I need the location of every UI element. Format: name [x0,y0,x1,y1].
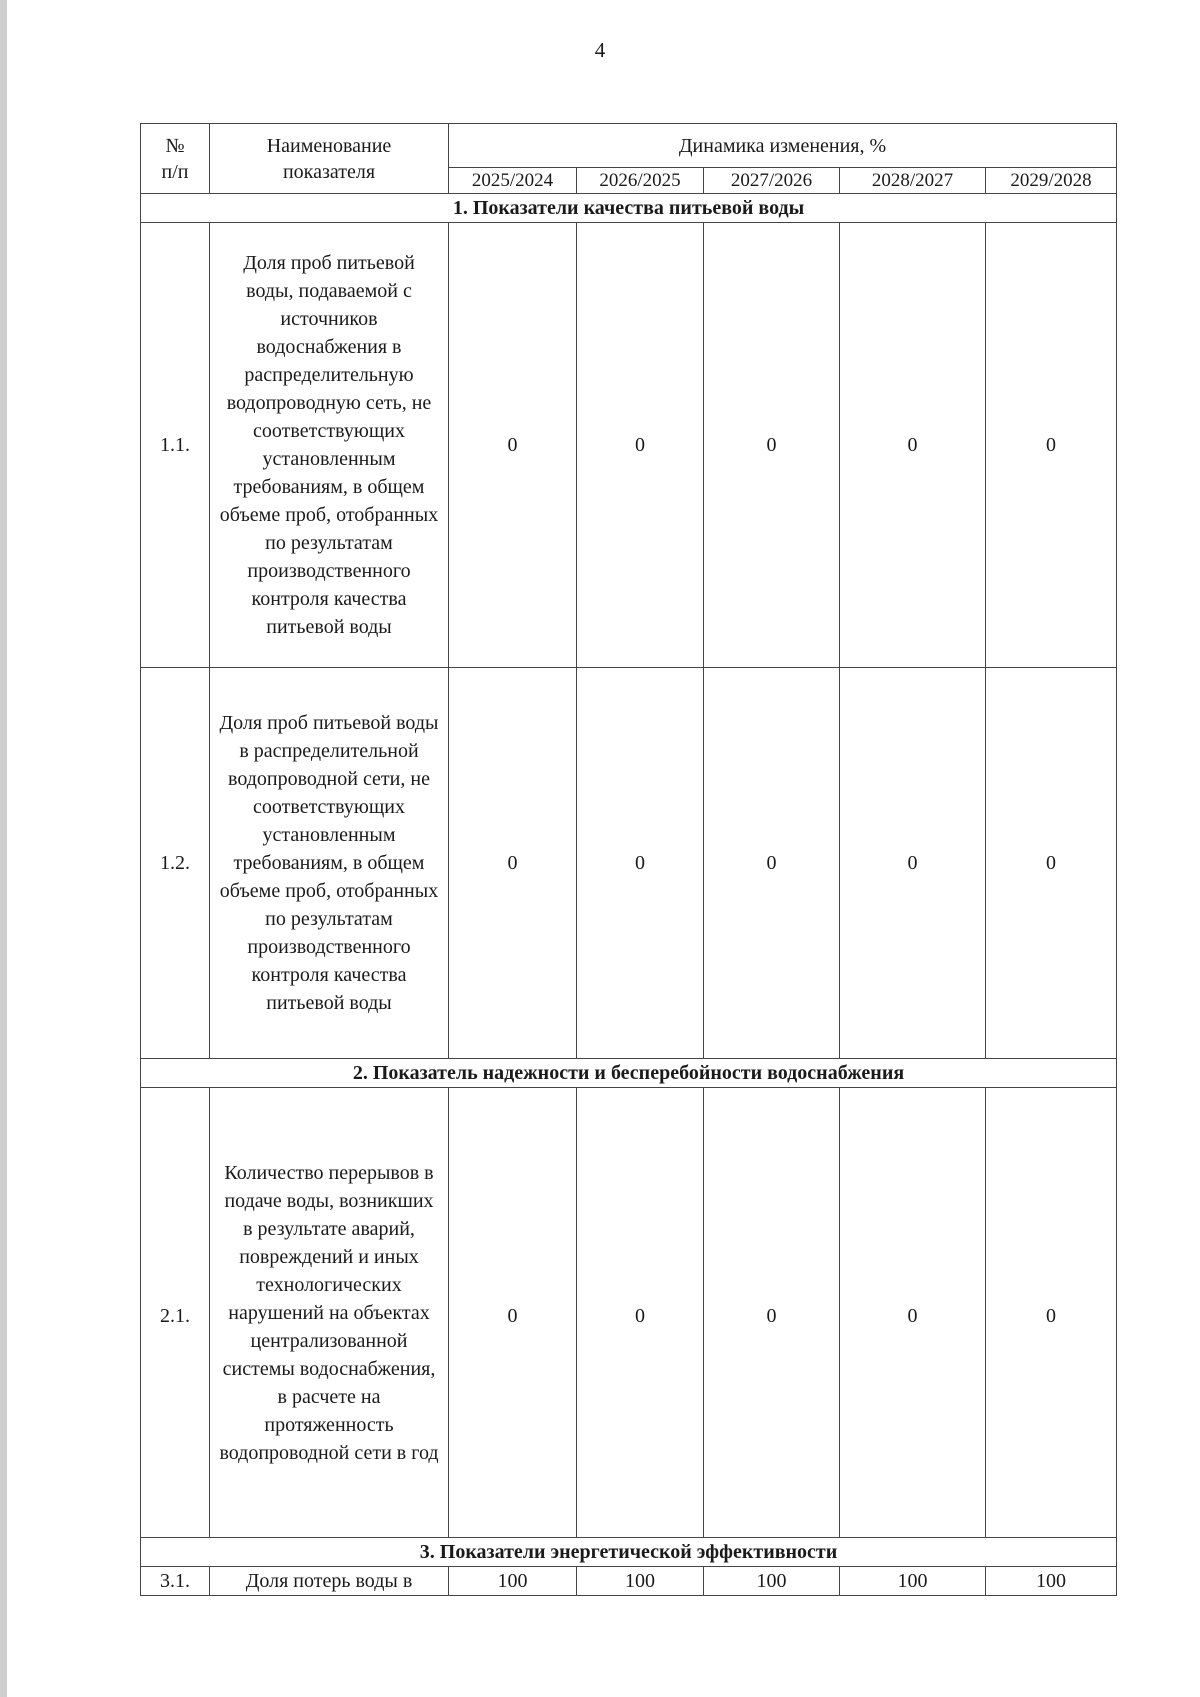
row-value: 0 [449,1088,577,1538]
header-num-cell: № п/п [141,124,210,194]
table-row [141,1567,1117,1596]
section-row [141,1059,1117,1088]
row-number: 2.1. [141,1088,210,1538]
row-number: 1.2. [141,668,210,1059]
row-value: 100 [577,1567,704,1596]
row-value: 0 [704,1088,840,1538]
row-value: 0 [840,668,986,1059]
indicators-table [140,123,1117,1596]
row-name: Доля проб питьевой воды, подаваемой с источников водоснабжения в распределительную водопроводную сеть, не соответствующих установленным требованиям, в общем объеме проб, отобранных по результатам производственного контроля качества питьевой воды [210,223,449,668]
header-row [141,124,1117,168]
row-value: 0 [986,1088,1117,1538]
row-value: 100 [449,1567,577,1596]
row-value: 0 [577,223,704,668]
row-name: Доля проб питьевой воды в распределительной водопроводной сети, не соответствующих установленным требованиям, в общем объеме проб, отобранных по результатам производственного контроля качества питьевой воды [210,668,449,1059]
table-row [141,223,1117,668]
section-title: 1. Показатели качества питьевой воды [141,194,1117,223]
row-value: 100 [840,1567,986,1596]
year-header: 2026/2025 [577,168,704,194]
scan-left-edge [0,0,7,1697]
row-name: Доля потерь воды в [210,1567,449,1596]
page-number: 4 [594,38,606,62]
row-value: 0 [449,223,577,668]
row-value: 0 [449,668,577,1059]
row-number: 1.1. [141,223,210,668]
row-value: 0 [986,668,1117,1059]
row-value: 0 [986,223,1117,668]
section-title: 2. Показатель надежности и бесперебойности водоснабжения [141,1059,1117,1088]
year-header: 2027/2026 [704,168,840,194]
year-header: 2025/2024 [449,168,577,194]
row-value: 0 [577,668,704,1059]
row-number: 3.1. [141,1567,210,1596]
header-dynamics-cell: Динамика изменения, % [449,124,1117,168]
row-value: 100 [704,1567,840,1596]
row-name: Количество перерывов в подаче воды, возникших в результате аварий, повреждений и иных технологических нарушений на объектах централизованной системы водоснабжения, в расчете на протяженность водопроводной сети в год [210,1088,449,1538]
section-row [141,194,1117,223]
table-row [141,1088,1117,1538]
year-header: 2029/2028 [986,168,1117,194]
row-value: 100 [986,1567,1117,1596]
row-value: 0 [840,1088,986,1538]
section-title: 3. Показатели энергетической эффективности [141,1538,1117,1567]
row-value: 0 [704,668,840,1059]
row-value: 0 [704,223,840,668]
table-row [141,668,1117,1059]
header-name-cell: Наименование показателя [210,124,449,194]
year-header: 2028/2027 [840,168,986,194]
section-row [141,1538,1117,1567]
row-value: 0 [840,223,986,668]
row-value: 0 [577,1088,704,1538]
